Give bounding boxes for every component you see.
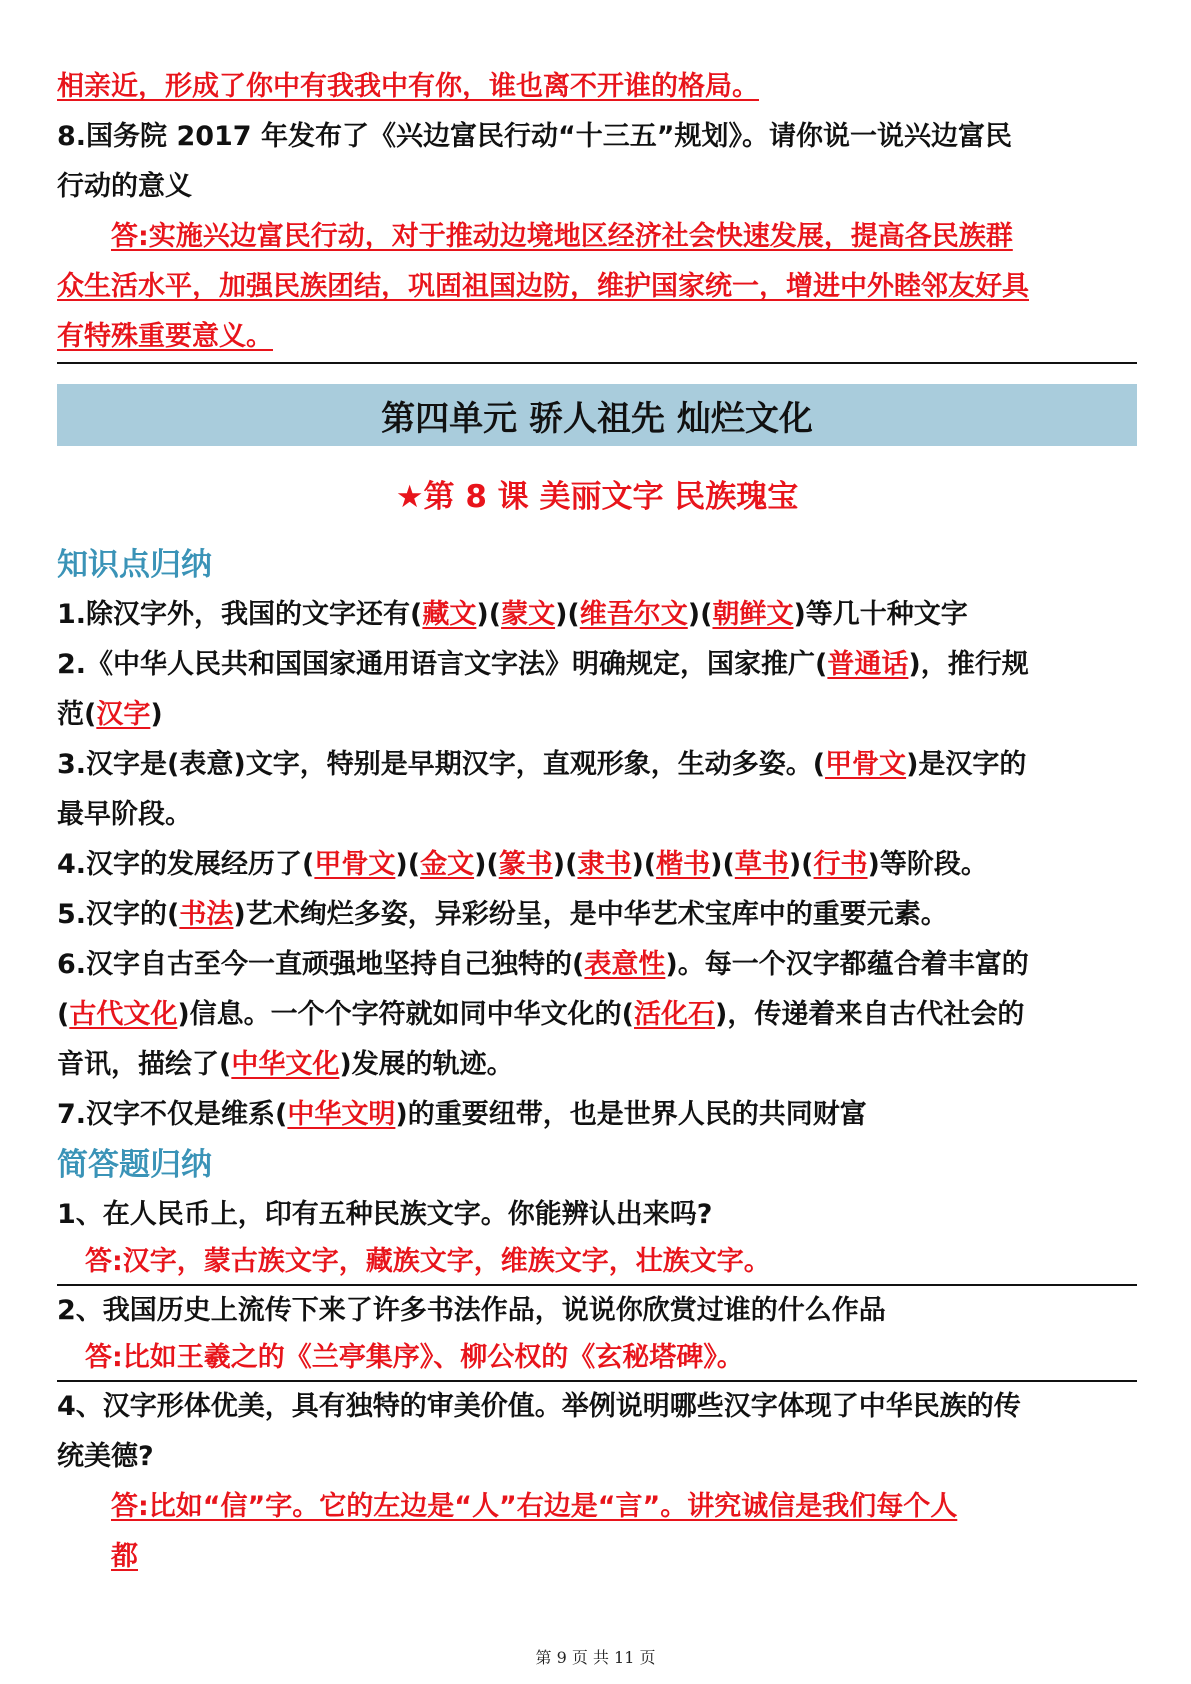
fill-blank: 金文 [420, 849, 475, 880]
short-question-2: 2、我国历史上流传下来了许多书法作品，说说你欣赏过谁的什么作品 [57, 1295, 886, 1326]
short-question-4-line-1: 4、汉字形体优美，具有独特的审美价值。举例说明哪些汉字体现了中华民族的传 [57, 1391, 1021, 1422]
answer-8-line-3: 有特殊重要意义。 [57, 321, 273, 352]
fill-blank: 藏文 [422, 599, 477, 630]
short-answer-1: 答:汉字，蒙古族文字，藏族文字，维族文字，壮族文字。 [85, 1246, 771, 1277]
lesson-title: ★第 8 课 美丽文字 民族瑰宝 [395, 479, 799, 515]
fill-blank: 古代文化 [69, 999, 178, 1030]
unit-title: 第四单元 骄人祖先 灿烂文化 [381, 398, 813, 439]
question-8-line-1: 8.国务院 2017 年发布了《兴边富民行动“十三五”规划》。请你说一说兴边富民 [57, 121, 1012, 152]
knowledge-point-6-line-1: 6.汉字自古至今一直顽强地坚持自己独特的(表意性)。每一个汉字都蕴合着丰富的 [57, 949, 1029, 980]
short-answer-2: 答:比如王羲之的《兰亭集序》、柳公权的《玄秘塔碑》。 [85, 1342, 744, 1373]
short-answer-4-line-1: 答:比如“信”字。它的左边是“人”右边是“言”。讲究诚信是我们每个人 [111, 1491, 958, 1522]
short-answer-heading: 简答题归纳 [57, 1147, 212, 1183]
knowledge-point-4: 4.汉字的发展经历了(甲骨文)(金文)(篆书)(隶书)(楷书)(草书)(行书)等阶段。 [57, 849, 988, 880]
fill-blank: 甲骨文 [825, 749, 907, 780]
fill-blank: 表意性 [584, 949, 666, 980]
fill-blank: 行书 [813, 849, 868, 880]
knowledge-point-6-line-2: (古代文化)信息。一个个字符就如同中华文化的(活化石)，传递着来自古代社会的 [57, 999, 1025, 1030]
knowledge-point-6-line-3: 音讯，描绘了(中华文化)发展的轨迹。 [57, 1049, 514, 1080]
fill-blank: 朝鲜文 [712, 599, 794, 630]
knowledge-point-1: 1.除汉字外，我国的文字还有(藏文)(蒙文)(维吾尔文)(朝鲜文)等几十种文字 [57, 599, 968, 630]
fill-blank: 甲骨文 [314, 849, 396, 880]
fill-blank: 中华文化 [231, 1049, 340, 1080]
short-answer-4-line-2: 都 [111, 1541, 138, 1572]
knowledge-point-7: 7.汉字不仅是维系(中华文明)的重要纽带，也是世界人民的共同财富 [57, 1099, 867, 1130]
fill-blank: 汉字 [96, 699, 151, 730]
knowledge-point-3-line-1: 3.汉字是(表意)文字，特别是早期汉字，直观形象，生动多姿。(甲骨文)是汉字的 [57, 749, 1027, 780]
fill-blank: 隶书 [577, 849, 632, 880]
answer-rule [57, 362, 1137, 364]
fill-blank: 楷书 [656, 849, 711, 880]
fill-blank: 普通话 [827, 649, 909, 680]
question-8-line-2: 行动的意义 [57, 171, 192, 202]
fill-blank: 活化石 [634, 999, 716, 1030]
knowledge-point-3-line-2: 最早阶段。 [57, 799, 192, 830]
fill-blank: 蒙文 [501, 599, 556, 630]
fill-blank: 书法 [179, 899, 234, 930]
unit-title-banner [57, 384, 1137, 446]
document-page [57, 62, 1137, 1582]
short-question-4-line-2: 统美德? [57, 1441, 154, 1472]
knowledge-heading: 知识点归纳 [57, 547, 212, 583]
fill-blank: 草书 [734, 849, 789, 880]
short-question-1: 1、在人民币上，印有五种民族文字。你能辨认出来吗? [57, 1199, 713, 1230]
knowledge-point-2-line-2: 范(汉字) [57, 699, 163, 730]
fill-blank: 中华文明 [287, 1099, 396, 1130]
knowledge-point-2-line-1: 2.《中华人民共和国国家通用语言文字法》明确规定，国家推广(普通话)，推行规 [57, 649, 1029, 680]
answer-8-line-1: 答:实施兴边富民行动，对于推动边境地区经济社会快速发展，提高各民族群 [111, 221, 1013, 252]
answer-8-line-2: 众生活水平，加强民族团结，巩固祖国边防，维护国家统一，增进中外睦邻友好具 [57, 271, 1029, 302]
previous-answer-continuation: 相亲近，形成了你中有我我中有你，谁也离不开谁的格局。 [57, 71, 759, 102]
knowledge-point-5: 5.汉字的(书法)艺术绚烂多姿，异彩纷呈，是中华艺术宝库中的重要元素。 [57, 899, 948, 930]
fill-blank: 维吾尔文 [579, 599, 688, 630]
page-footer: 第 9 页 共 11 页 [535, 1648, 656, 1667]
fill-blank: 篆书 [498, 849, 553, 880]
